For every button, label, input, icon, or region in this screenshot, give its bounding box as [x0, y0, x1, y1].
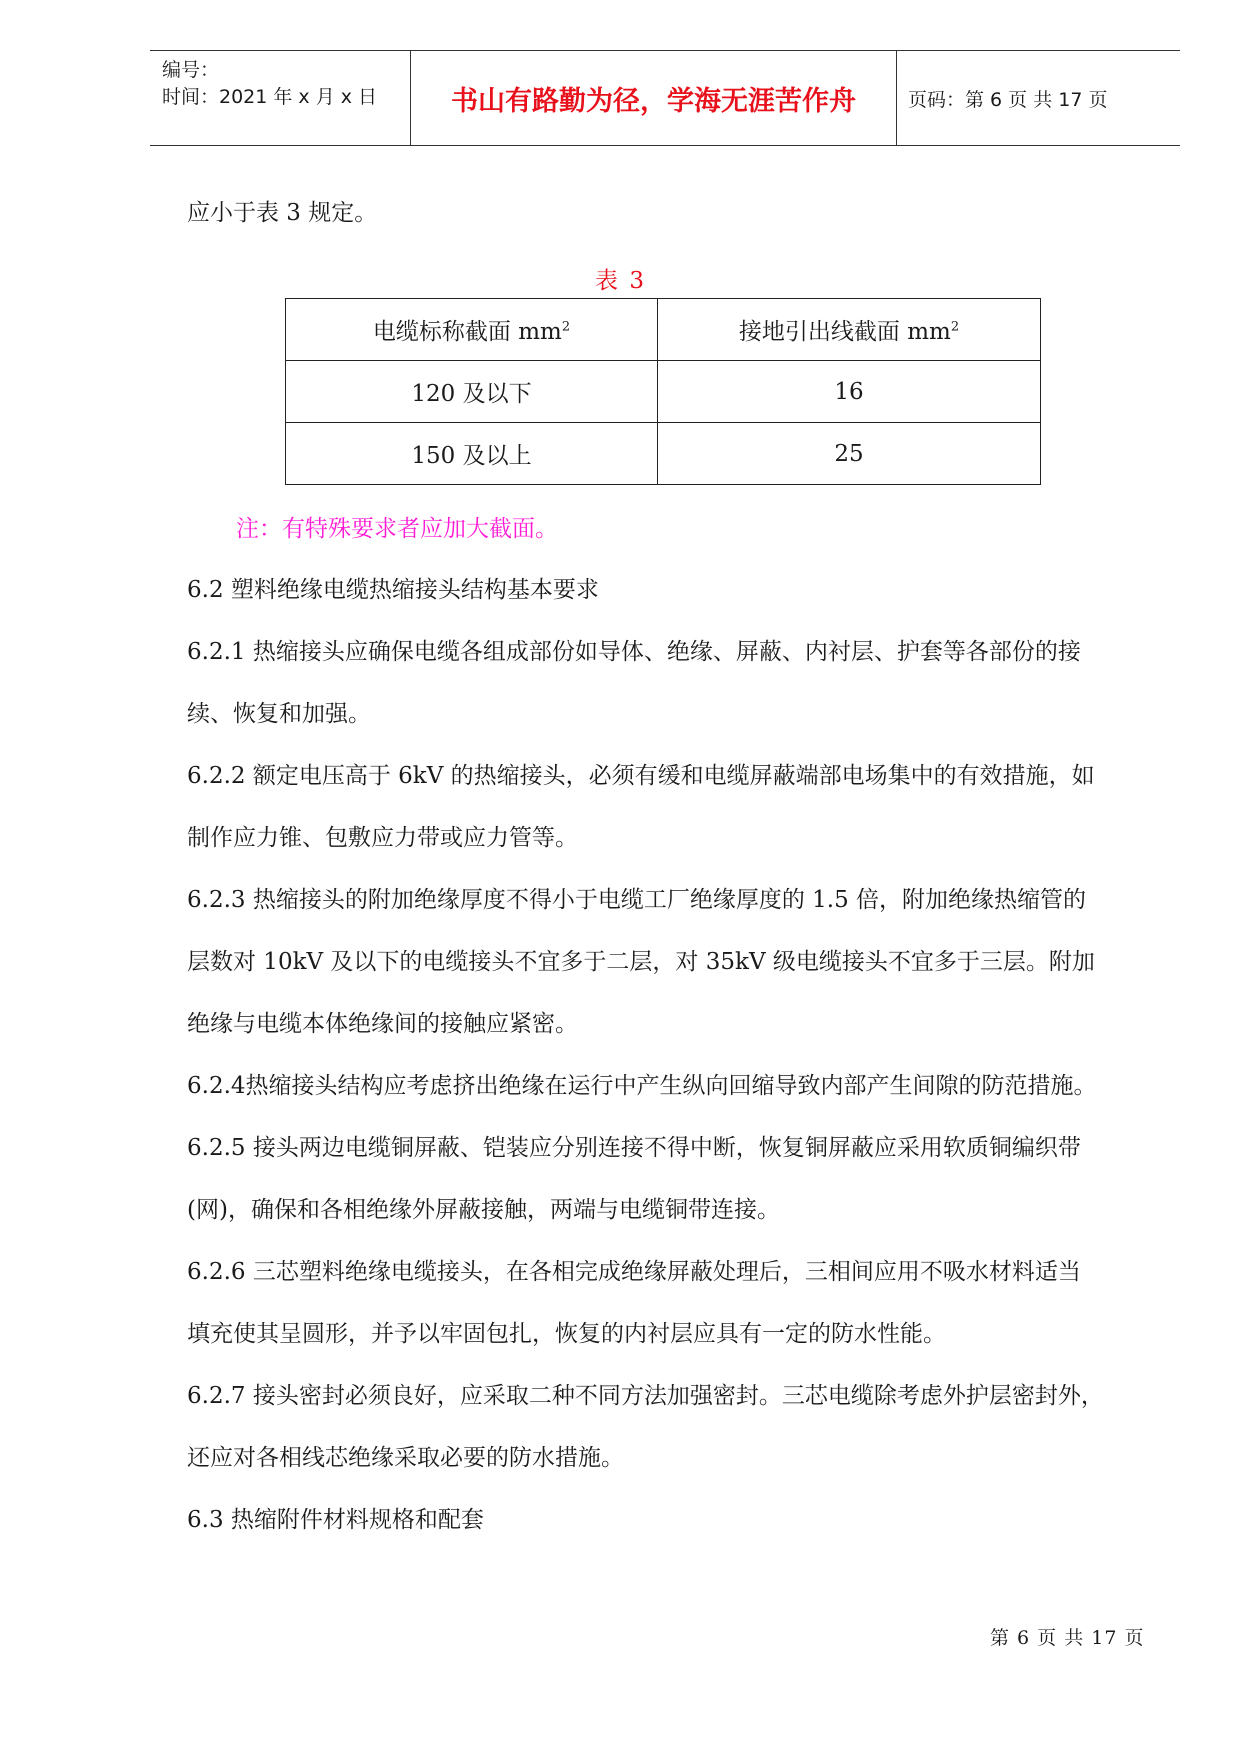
intro-line: 应小于表 3 规定。: [187, 200, 378, 226]
motto: 书山有路勤为径，学海无涯苦作舟: [410, 51, 897, 145]
table-note: 注：有特殊要求者应加大截面。: [236, 516, 558, 542]
section-heading: 6.3 热缩附件材料规格和配套: [187, 1507, 484, 1533]
paragraph-line: 6.2.4热缩接头结构应考虑挤出绝缘在运行中产生纵向回缩导致内部产生间隙的防范措施。: [187, 1073, 1097, 1099]
paragraph-line: (网)，确保和各相绝缘外屏蔽接触，两端与电缆铜带连接。: [187, 1197, 780, 1223]
table-row: [286, 423, 1041, 485]
table-cell: 16: [658, 361, 1041, 423]
table-cell: 150 及以上: [286, 423, 658, 485]
table-row: [286, 361, 1041, 423]
paragraph-line: 还应对各相线芯绝缘采取必要的防水措施。: [187, 1445, 624, 1471]
paragraph-line: 填充使其呈圆形，并予以牢固包扎，恢复的内衬层应具有一定的防水性能。: [187, 1321, 946, 1347]
section-heading: 6.2 塑料绝缘电缆热缩接头结构基本要求: [187, 577, 599, 603]
paragraph-line: 6.2.6 三芯塑料绝缘电缆接头，在各相完成绝缘屏蔽处理后，三相间应用不吸水材料适当: [187, 1259, 1081, 1285]
page-footer: 第 6 页 共 17 页: [990, 1627, 1145, 1649]
time-label: 时间：2021 年 x 月 x 日: [162, 86, 378, 108]
number-label: 编号：: [162, 59, 220, 81]
table-header-cell: 接地引出线截面 $mm^2$: [658, 299, 1041, 361]
table-cell: 120 及以下: [286, 361, 658, 423]
table-header-row: [286, 299, 1041, 361]
paragraph-line: 6.2.7 接头密封必须良好，应采取二种不同方法加强密封。三芯电缆除考虑外护层密封外，: [187, 1383, 1104, 1409]
paragraph-line: 绝缘与电缆本体绝缘间的接触应紧密。: [187, 1011, 578, 1037]
paragraph-line: 6.2.1 热缩接头应确保电缆各组成部份如导体、绝缘、屏蔽、内衬层、护套等各部份的接: [187, 639, 1081, 665]
table-cell: 25: [658, 423, 1041, 485]
header-page-info: 页码：第 6 页 共 17 页: [908, 88, 1108, 111]
page-header: [150, 50, 1180, 146]
paragraph-line: 6.2.5 接头两边电缆铜屏蔽、铠装应分别连接不得中断，恢复铜屏蔽应采用软质铜编织带: [187, 1135, 1081, 1161]
paragraph-line: 续、恢复和加强。: [187, 701, 371, 727]
paragraph-line: 制作应力锥、包敷应力带或应力管等。: [187, 825, 578, 851]
paragraph-line: 6.2.3 热缩接头的附加绝缘厚度不得小于电缆工厂绝缘厚度的 1.5 倍，附加绝缘热缩管的: [187, 887, 1087, 913]
paragraph-line: 层数对 10kV 及以下的电缆接头不宜多于二层，对 35kV 级电缆接头不宜多于三层。附加: [187, 949, 1095, 975]
paragraph-line: 6.2.2 额定电压高于 6kV 的热缩接头，必须有缓和电缆屏蔽端部电场集中的有效措施，如: [187, 763, 1095, 789]
header-meta: [162, 51, 412, 151]
table-3: [285, 298, 1041, 485]
table-caption: 表 3: [595, 268, 646, 294]
table-header-cell: 电缆标称截面 $mm^2$: [286, 299, 658, 361]
